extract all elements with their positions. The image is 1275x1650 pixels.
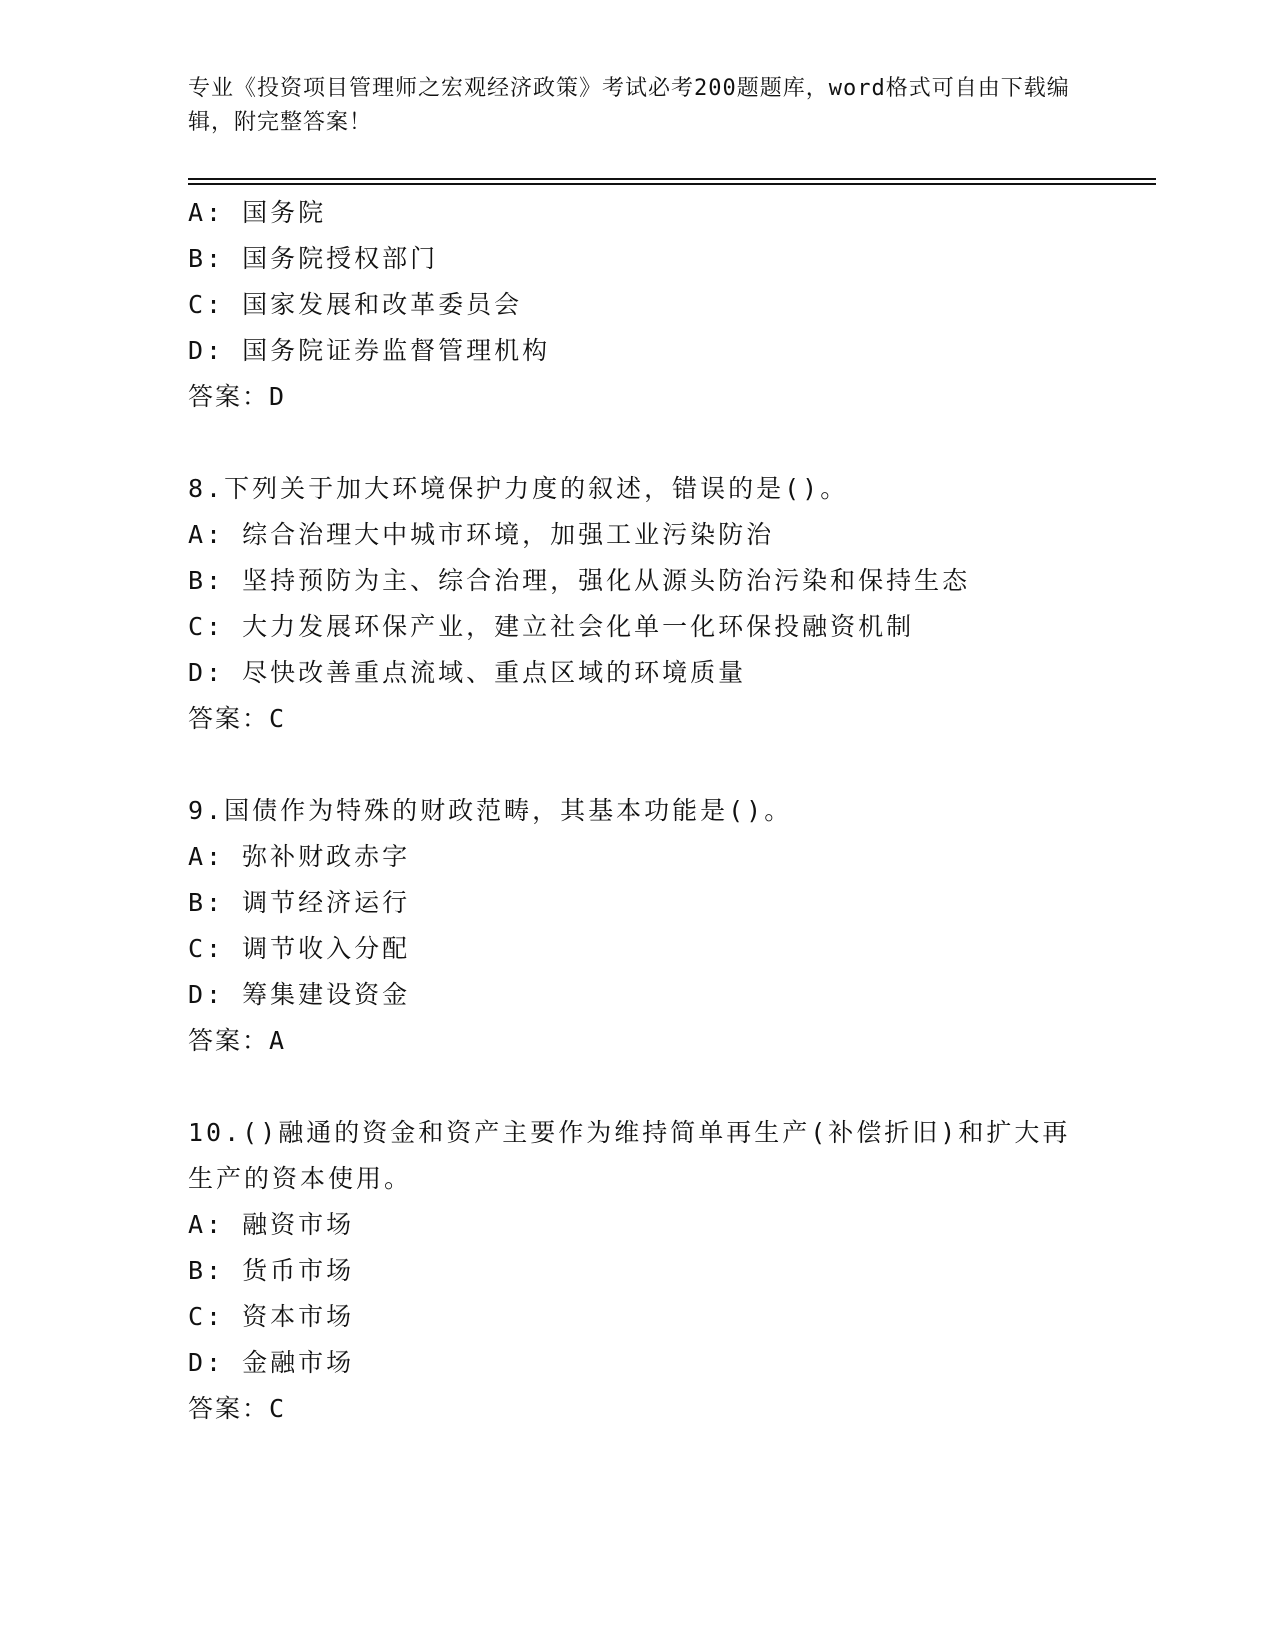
question-9: [188, 788, 1088, 1064]
q8-option-b: B: 坚持预防为主、综合治理，强化从源头防治污染和保持生态: [188, 566, 971, 595]
q10-answer: 答案：C: [188, 1394, 287, 1423]
q9-option-c: C: 调节收入分配: [188, 934, 411, 963]
q7-answer: 答案：D: [188, 382, 287, 411]
q7-option-b: B: 国务院授权部门: [188, 244, 439, 273]
q10-option-c: C: 资本市场: [188, 1302, 355, 1331]
q8-answer: 答案：C: [188, 704, 287, 733]
q8-option-d: D: 尽快改善重点流域、重点区域的环境质量: [188, 658, 747, 687]
q9-answer: 答案：A: [188, 1026, 287, 1055]
header-divider-top: [188, 178, 1156, 180]
q10-option-d: D: 金融市场: [188, 1348, 355, 1377]
q9-option-a: A: 弥补财政赤字: [188, 842, 411, 871]
header-divider-bottom: [188, 183, 1156, 185]
question-8: [188, 466, 1088, 742]
q10-option-a: A: 融资市场: [188, 1210, 355, 1239]
spacer: [188, 420, 1088, 466]
question-7: [188, 190, 1088, 420]
q9-question-text: 9.国债作为特殊的财政范畴，其基本功能是()。: [188, 796, 793, 825]
spacer: [188, 1064, 1088, 1110]
q8-option-a: A: 综合治理大中城市环境，加强工业污染防治: [188, 520, 775, 549]
document-header: [188, 72, 1088, 140]
spacer: [188, 742, 1088, 788]
q7-option-a: A: 国务院: [188, 198, 327, 227]
q8-question-text: 8.下列关于加大环境保护力度的叙述，错误的是()。: [188, 474, 849, 503]
q7-option-d: D: 国务院证券监督管理机构: [188, 336, 551, 365]
q9-option-b: B: 调节经济运行: [188, 888, 411, 917]
q8-option-c: C: 大力发展环保产业，建立社会化单一化环保投融资机制: [188, 612, 915, 641]
question-10: [188, 1110, 1088, 1432]
header-intro-text: 专业《投资项目管理师之宏观经济政策》考试必考200题题库，word格式可自由下载编辑，附完整答案！: [188, 76, 1070, 135]
q7-option-c: C: 国家发展和改革委员会: [188, 290, 523, 319]
q10-option-b: B: 货币市场: [188, 1256, 355, 1285]
q9-option-d: D: 筹集建设资金: [188, 980, 411, 1009]
question-list: [188, 190, 1088, 1432]
q10-question-text: 10.()融通的资金和资产主要作为维持简单再生产(补偿折旧)和扩大再生产的资本使用。: [188, 1118, 1071, 1193]
